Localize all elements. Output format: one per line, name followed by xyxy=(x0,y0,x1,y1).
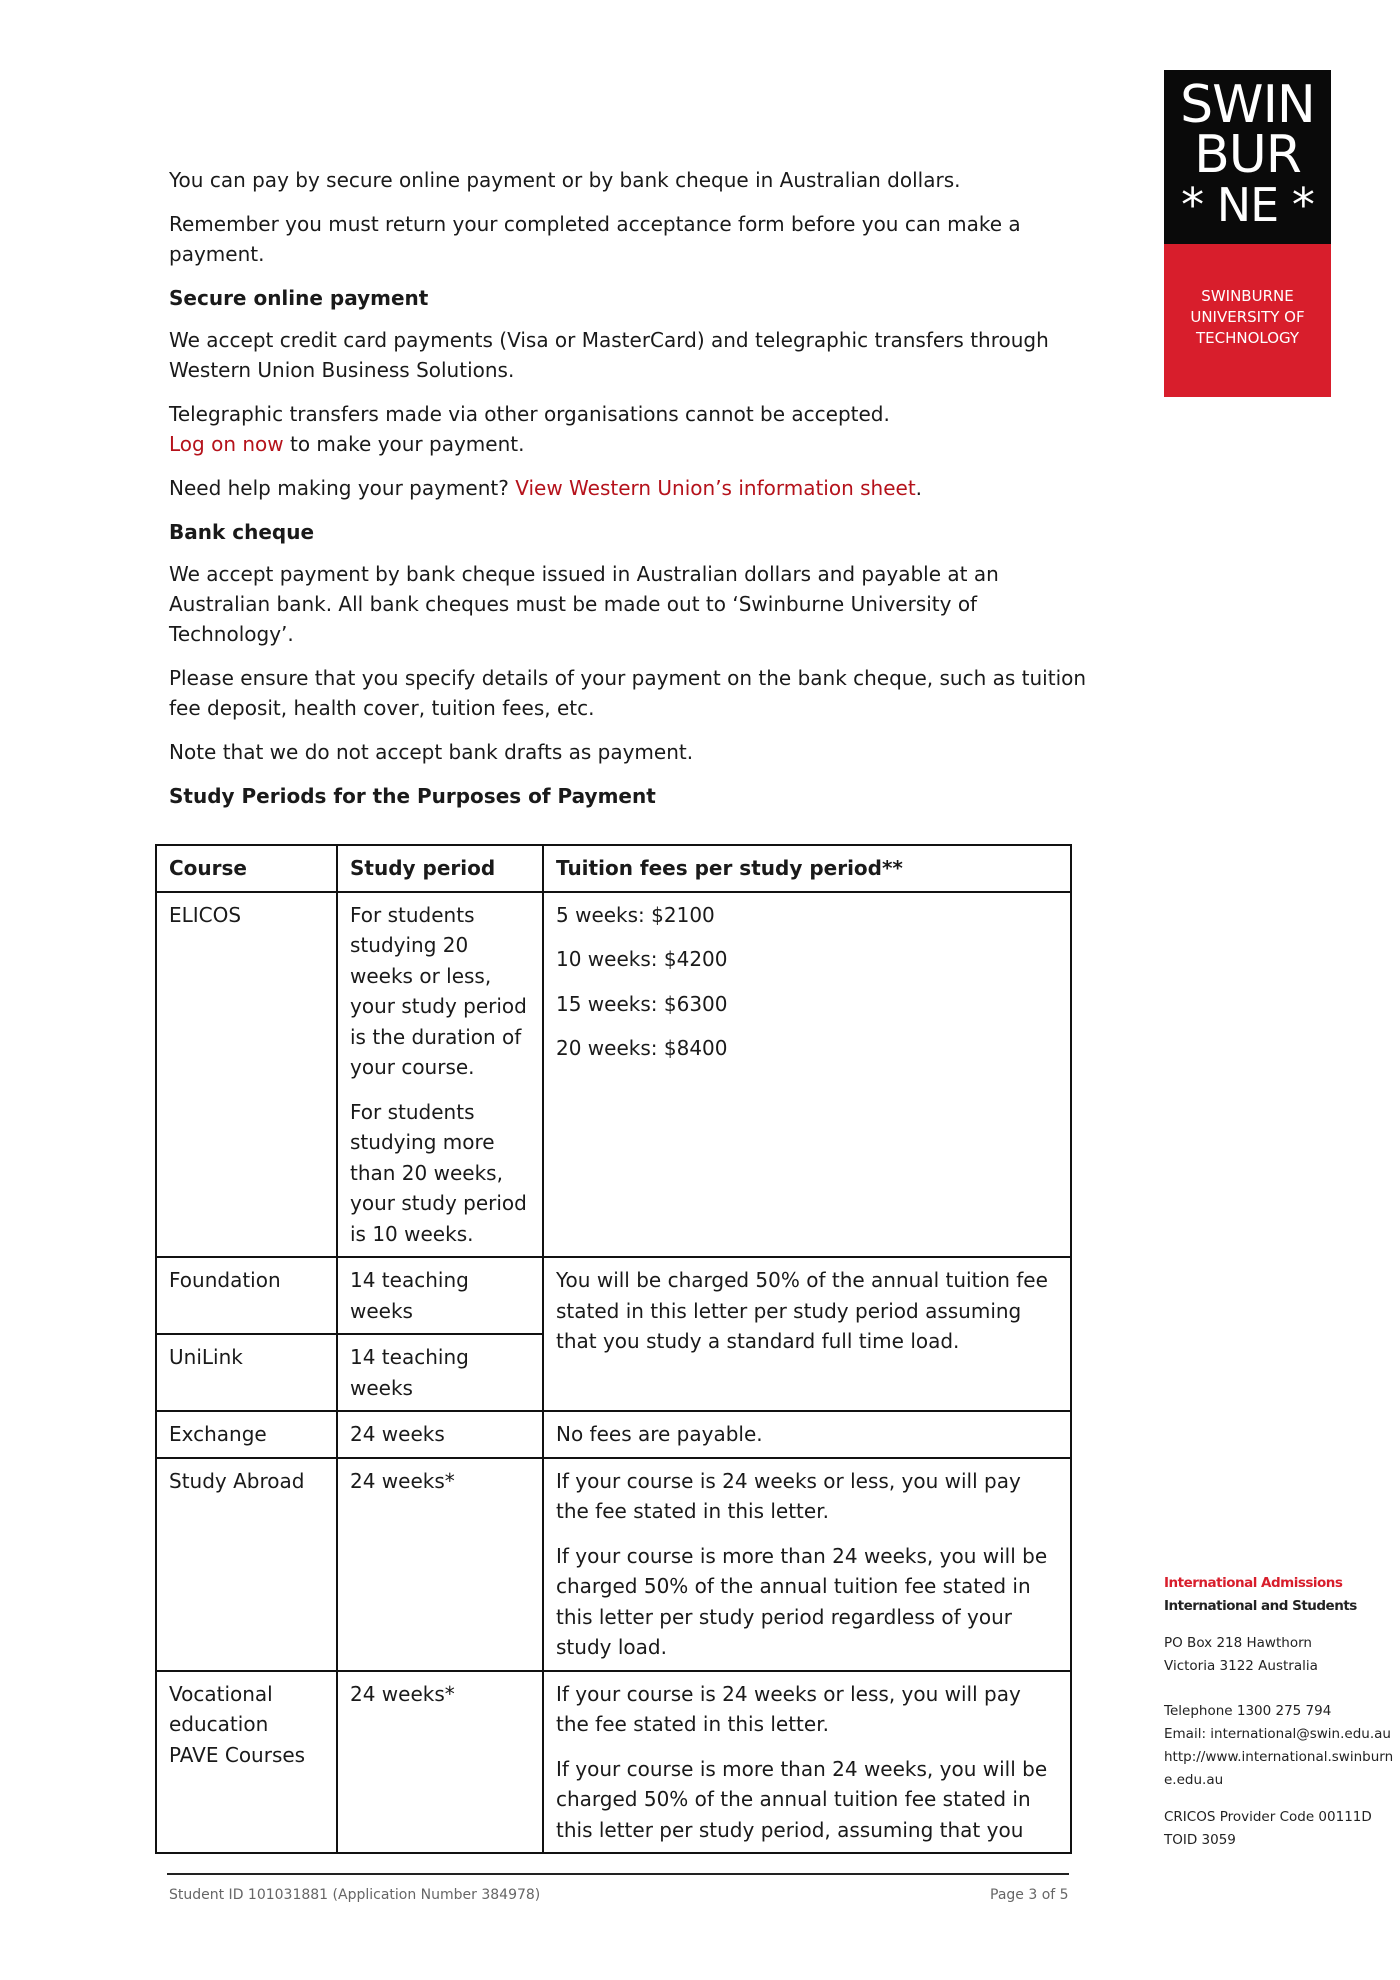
period-cell: 24 weeks xyxy=(337,1411,543,1458)
footer-student-id: Student ID 101031881 (Application Number 384978) xyxy=(169,1887,541,1903)
period-cell: 14 teaching weeks xyxy=(337,1334,543,1411)
course-text: PAVE Courses xyxy=(169,1742,306,1767)
fee-text: 5 weeks: $2100 xyxy=(556,902,715,927)
cricos-code: CRICOS Provider Code 00111D xyxy=(1164,1809,1372,1825)
credit-card-paragraph: We accept credit card payments (Visa or MasterCard) and telegraphic transfers through Western Union Business Solutions. xyxy=(169,328,1049,382)
table-row xyxy=(156,892,1071,1258)
header-tuition-fees: Tuition fees per study period** xyxy=(543,845,1071,892)
period-text: For students studying 20 weeks or less, your study period is the duration of your course. xyxy=(350,902,527,1079)
course-cell: Foundation xyxy=(156,1257,337,1334)
table-row xyxy=(156,1257,1071,1334)
fee-cell: You will be charged 50% of the annual tuition fee stated in this letter per study period assuming that you study a standard full time load. xyxy=(543,1257,1071,1411)
footer-divider xyxy=(167,1873,1069,1875)
letter-body xyxy=(169,165,1089,811)
course-cell: ELICOS xyxy=(156,892,337,1258)
period-cell: 24 weeks* xyxy=(337,1671,543,1854)
fee-text: If your course is 24 weeks or less, you will pay the fee stated in this letter. xyxy=(556,1468,1021,1523)
department-subname: International and Students xyxy=(1164,1598,1357,1614)
telephone: Telephone 1300 275 794 xyxy=(1164,1703,1332,1719)
email[interactable]: Email: international@swin.edu.au xyxy=(1164,1726,1391,1742)
fee-text: 15 weeks: $6300 xyxy=(556,991,728,1016)
intro-paragraph: You can pay by secure online payment or by bank cheque in Australian dollars. xyxy=(169,168,961,192)
logo-line: SWIN xyxy=(1180,75,1315,135)
course-cell xyxy=(156,1671,337,1854)
logo-line: * NE * xyxy=(1181,178,1314,232)
help-text: Need help making your payment? xyxy=(169,476,516,500)
department-name: International Admissions xyxy=(1164,1575,1343,1591)
course-cell: Study Abroad xyxy=(156,1458,337,1671)
table-row xyxy=(156,1671,1071,1854)
address-line: PO Box 218 Hawthorn xyxy=(1164,1635,1312,1651)
postal-address xyxy=(1164,1632,1394,1678)
online-payment-heading: Secure online payment xyxy=(169,286,429,310)
specify-details-paragraph: Please ensure that you specify details of your payment on the bank cheque, such as tuition fee deposit, health cover, tuition fees, etc. xyxy=(169,666,1087,720)
toid-code: TOID 3059 xyxy=(1164,1832,1236,1848)
bank-cheque-heading: Bank cheque xyxy=(169,520,315,544)
website[interactable]: http://www.international.swinburne.edu.au xyxy=(1164,1749,1394,1788)
fee-cell: No fees are payable. xyxy=(543,1411,1071,1458)
fee-text: If your course is more than 24 weeks, you will be charged 50% of the annual tuition fee stated in this letter per study period regardless of your study load. xyxy=(556,1543,1048,1659)
period-cell xyxy=(337,892,543,1258)
table-row xyxy=(156,1411,1071,1458)
fee-text: If your course is more than 24 weeks, you will be charged 50% of the annual tuition fee stated in this letter per study period, assuming that you xyxy=(556,1756,1048,1842)
fee-cell xyxy=(543,892,1071,1258)
course-text: Vocational xyxy=(169,1681,273,1706)
footer-page-number: Page 3 of 5 xyxy=(990,1887,1069,1903)
help-end: . xyxy=(915,476,923,500)
period-cell: 24 weeks* xyxy=(337,1458,543,1671)
table-header-row xyxy=(156,845,1071,892)
course-cell: UniLink xyxy=(156,1334,337,1411)
header-course: Course xyxy=(156,845,337,892)
cheque-paragraph: We accept payment by bank cheque issued in Australian dollars and payable at an Australian bank. All bank cheques must be made out to ‘Swinburne University of Technology’. xyxy=(169,562,999,646)
table-row xyxy=(156,1458,1071,1671)
fee-text: 10 weeks: $4200 xyxy=(556,947,728,971)
contact-details xyxy=(1164,1692,1394,1792)
swinburne-logo xyxy=(1164,70,1331,397)
period-text: For students studying more than 20 weeks, your study period is 10 weeks. xyxy=(350,1099,527,1246)
logo-sub-line: SWINBURNE xyxy=(1201,287,1294,305)
logo-subtitle xyxy=(1164,244,1331,397)
period-cell: 14 teaching weeks xyxy=(337,1257,543,1334)
study-periods-table xyxy=(155,844,1072,1854)
fee-text: If your course is 24 weeks or less, you will pay the fee stated in this letter. xyxy=(556,1681,1021,1736)
telegraphic-paragraph xyxy=(169,399,1089,459)
bank-drafts-paragraph: Note that we do not accept bank drafts as payment. xyxy=(169,740,694,764)
header-study-period: Study period xyxy=(337,845,543,892)
logo-line: BUR xyxy=(1194,125,1301,185)
telegraphic-text: Telegraphic transfers made via other organisations cannot be accepted. xyxy=(169,402,890,426)
address-line: Victoria 3122 Australia xyxy=(1164,1658,1318,1674)
study-periods-heading: Study Periods for the Purposes of Payment xyxy=(169,784,656,808)
fee-cell xyxy=(543,1671,1071,1854)
contact-sidebar xyxy=(1164,1572,1394,1866)
log-on-rest: to make your payment. xyxy=(283,432,525,456)
reminder-paragraph: Remember you must return your completed acceptance form before you can make a payment. xyxy=(169,212,1021,266)
course-cell: Exchange xyxy=(156,1411,337,1458)
fee-text: 20 weeks: $8400 xyxy=(556,1036,728,1060)
logo-sub-line: UNIVERSITY OF xyxy=(1190,308,1305,326)
western-union-link[interactable]: View Western Union’s information sheet xyxy=(515,476,916,500)
help-paragraph xyxy=(169,473,1089,503)
log-on-link[interactable]: Log on now xyxy=(169,432,284,456)
logo-sub-line: TECHNOLOGY xyxy=(1195,329,1300,347)
logo-wordmark xyxy=(1164,70,1331,244)
fee-cell xyxy=(543,1458,1071,1671)
course-text: education xyxy=(169,1712,269,1736)
provider-codes xyxy=(1164,1806,1394,1852)
